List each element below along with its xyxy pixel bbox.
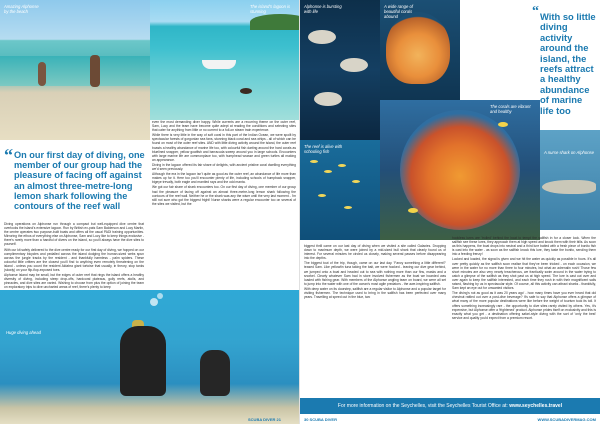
- paragraph: biggest thrill came on our last day of diving when we visited a site called Galaxies. Dropping down to maximum depth, we were joined by a mid-sized bull shark that clearly found us of interest. For several minutes he circled us closely, making several passes before disappearing into the depths.: [304, 244, 446, 261]
- ray-shape: [308, 30, 336, 44]
- fish-shape: [310, 160, 318, 163]
- fish-shape: [408, 208, 418, 213]
- fish-shape: [352, 180, 360, 183]
- coral-photo: [380, 0, 460, 100]
- paragraph: even the most demanding diver happy. While currents are a recurring theme on the outer reef, Sam, Lucy and the team have become quite adept at reading the conditions and selecting sites that cater for anything from little or no current to a full-on steam train experience.: [152, 120, 296, 133]
- caption-lagoon: The island's lagoon is stunning: [250, 4, 291, 14]
- boat-shape: [202, 60, 236, 69]
- reef-photo: [380, 100, 540, 240]
- diver-figure: [200, 350, 230, 396]
- paragraph: With deep water on its doorstep, sailfish are a regular visitor to Alphonse and a popular target for visiting fishermen. The technique used to bring in the sailfish has been perfected over many years. Travelling at speed out in the blue, two: [304, 286, 446, 300]
- paragraph: The biggest tout of the trip, though, came on our last day. 'Fancy something a little different?' teased Sam. Like yellowfin tuna taking the bait, we were hooked - leaving our dive gear behind, we jumped onto a boat and headed out to sea with nothing more than our fins, masks and a snorkel. Clearly whatever Sam had in store involved fishermen as the boat we boarded was loaded with fishing gear. With members of the Alphonse angling team on board, we were all set to jump into the water with one of the ocean's most agile predators - the awe-inspiring sailfish.: [304, 261, 446, 286]
- website-folio: WWW.SCUBADIVERMAG.COM: [537, 417, 596, 422]
- sea-fan-shape: [386, 12, 450, 84]
- fish-shape: [318, 194, 326, 197]
- caption-snappers: The reef is alive with schooling fish: [304, 144, 343, 154]
- caption-rays: Alphonse is bursting with life: [304, 4, 342, 14]
- paragraph: The diving's not as good as it was 20 years ago' - how many times have you ever heard that old chestnut rattled out over a post-dive beverage? It's safe to say that Alphonse offers a glimpse of what many of the more popular destinations were like before the weight of tourism took its toll. It offers something increasingly rare - the opportunity to dive sites rarely visited by others. Yes, it's expensive, but Alphonse offer a 'frightened' product. Alphonse prides itself on exclusivity and this is exactly what you get - a destination offering safari-style diving with the sort of 'only the best' service and quality you'd expect from a premium resort.: [452, 291, 596, 320]
- right-page: [300, 0, 600, 424]
- caption-shark: A nurse shark on Alphonse: [544, 150, 594, 155]
- shallow-water: [0, 56, 150, 86]
- quote-mark-icon: “: [532, 4, 539, 19]
- rays-photo: [300, 0, 380, 140]
- info-footer-bar: [300, 398, 600, 414]
- fish-shape: [324, 170, 332, 173]
- fish-shape: [498, 122, 508, 127]
- ray-shape: [340, 58, 368, 72]
- paragraph: While there is very little in the way of soft coral in this part of the Indian Ocean, we were spoilt by spectacular forests of gorgonian sea fans, stunning black coral and sea whips - all of which can be found on most of the outer reef sites. AND with little diving activity around the island, the outer reef boasts a healthy abundance of marine life too, with colourful fish darting around the hard corals as bluelined snapper, yellow goatfish and barracuda sweep around you in large schools. Encounters with large marine life are commonplace too, with humphead wrasse and green turtles all making an appearance.: [152, 133, 296, 162]
- paragraph: Although the era in the lagoon isn't quite as good as the outer reef, an abundance of life more than makes up for it. Here too you'll encounter plenty of life, including schools of humpback snapper, bigeye trevally, both eagle and mantled rays and the odd manta.: [152, 172, 296, 185]
- paragraph: Alphonse Island may be small, but the edges of outer reef that rings the island offers a healthy diversity of diving, including steep drop-offs, hardcoral plateaus, gully reefs, atolls, and pinnacles, and dive sites are varied. Wishing to choose from plus the option of joining the team on exploratory trips to dive uncharted areas of reef, there's plenty to keep: [4, 273, 144, 290]
- pull-quote-left: On our first day of diving, one member of our group had the pleasure of facing off against an almost three-metre-long lemon shark following the contours of the reef wall: [14, 150, 145, 212]
- lagoon-photo: [150, 0, 300, 120]
- fish-shape: [344, 206, 352, 209]
- person-figure: [38, 62, 46, 86]
- body-column-2: [452, 236, 596, 394]
- quote-mark-icon: “: [4, 145, 13, 165]
- person-figure: [90, 55, 100, 87]
- caption-diver: Huge diving ahead: [6, 330, 41, 335]
- gorgonian-shape: [400, 110, 520, 230]
- paragraph: Locked and loaded, the signal is given and we hit the water as quickly as possible in fours. It's all over pretty quickly as the sailfish soon realise that they've been tricked - on each occasion, we were in the water for no more than three to four minutes, but what an adrenalin rush! Those few short minutes are also very nearly treacherous, we frantically swim around in the water trying to catch a glimpse of the sailfish as they shot past us at high speed. The lure is cast out over and over again to keep the sailfish interested, and each time they rush in with their magnificent sails raised, flashing by us in spectacular style. Of course, all this activity can attract sharks - thankfully, Sam kept an eye out for unwanted visitors.: [452, 257, 596, 291]
- body-column-2: [152, 120, 296, 292]
- paragraph: We got our fair share of shark encounters too. On our first day of diving, one member of our group had the pleasure of facing off against an almost three-metre-long lemon shark following the contours of the reef wall. Neither he or the shark was any the wiser until the very last moment - I'm still not sure who got the biggest fright! Nurse sharks were a regular encounter too on several of the sites we visited, but the: [152, 185, 296, 206]
- paragraph: Diving operations on Alphonse run through a compact but well-equipped dive centre that overlooks the island's extensive lagoon. Run by British ex-pats Sam Balderson and Lucy Martin, the centre operates two purpose-built boats and offers all the usual PADI training opportunities. Mirroring the ethos of everything else on Alphonse, Sam and Lucy like to keep things exclusive - there's rarely more than a handful of divers on the island, so you'll always have the dive sites to yourself.: [4, 222, 144, 247]
- snappers-photo: [300, 140, 380, 240]
- caption-coral: A wide range of beautiful corals abound: [384, 4, 413, 19]
- island-shape: [250, 14, 300, 30]
- shark-photo: [540, 130, 600, 230]
- swimmer-shape: [240, 88, 252, 94]
- caption-reef: The corals are vibrant and healthy: [490, 104, 531, 114]
- caption-beach: Amazing Alphonse by the beach: [4, 4, 39, 14]
- paragraph: Diving in the lagoon offered its fair share of delights, with ancient pristine coral dwelling everything we'd seen previously.: [152, 162, 296, 172]
- page-folio-left: SCUBA DIVER 21: [248, 417, 281, 422]
- page-folio-right: 30 SCUBA DIVER: [304, 417, 337, 422]
- diver-figure: [120, 326, 166, 396]
- fish-shape: [338, 164, 346, 167]
- bubbles-icon: [150, 298, 158, 306]
- footer-link[interactable]: www.seychelles.travel: [509, 403, 563, 409]
- paragraph: hookless lures are 'trolled' behind the boat to tempt the sailfish in for a closer look. When the sailfish see these lures, they approach them at high speed and knock them with their bills. As soon as this happens, the boat drops into neutral and a third lure baited with a fresh piece of bonito fish is cast into the water - as soon as the sailfish knock this lure, they taste the bonito, sending them into a feeding frenzy!: [452, 236, 596, 257]
- diver-photo: [0, 290, 300, 424]
- paragraph: With our kit safely delivered to the dive centre ready for our first day of diving, we hopped on our complimentary bicycles and pedalled across the island dodging the human-sized webs spun across the jungle tracks by the resident - and thankfully harmless - palm spiders. These colourful little critters are the closest you'll find to anything even remotely threatening on the island - unless you count the resident Aldabra giant tortoise that usually, in theory, stop tanks (slowly) on your flip-flop-exposed toes.: [4, 247, 144, 273]
- body-column-1: [304, 244, 446, 394]
- pull-quote-right: With so little diving activity around the island, the reefs attract a healthy abundance of marine life too: [540, 11, 596, 116]
- body-column-1: [4, 222, 144, 294]
- shark-shape: [542, 180, 596, 194]
- ray-shape: [314, 92, 342, 106]
- footer-text: For more information on the Seychelles, visit the Seychelles Tourist Office at:: [337, 403, 510, 409]
- beach-photo: [0, 0, 150, 140]
